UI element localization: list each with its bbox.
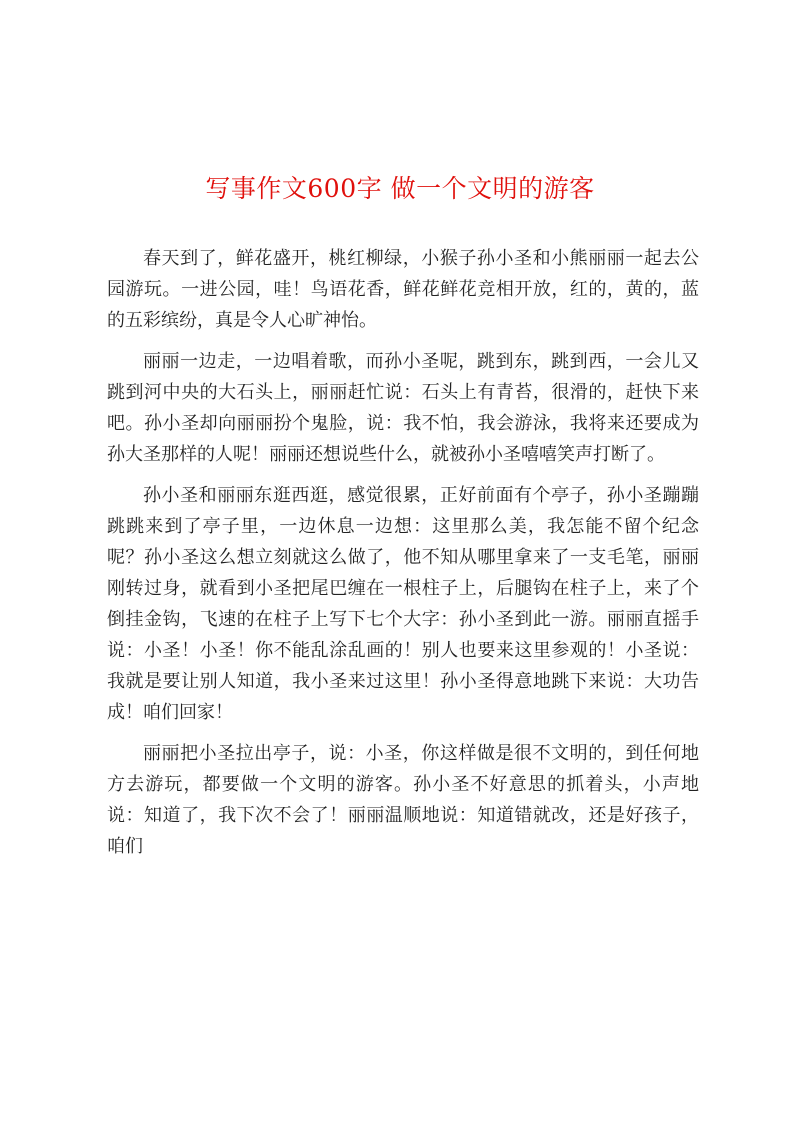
- paragraph-4: 丽丽把小圣拉出亭子，说：小圣，你这样做是很不文明的，到任何地方去游玩，都要做一个文明的游客。孙小圣不好意思的抓着头，小声地说：知道了，我下次不会了！丽丽温顺地说：知道错就改，还是好孩子，咱们: [107, 743, 699, 857]
- paragraph-2: 丽丽一边走，一边唱着歌，而孙小圣呢，跳到东，跳到西，一会儿又跳到河中央的大石头上，丽丽赶忙说：石头上有青苔，很滑的，赶快下来吧。孙小圣却向丽丽扮个鬼脸，说：我不怕，我会游泳，我将来还要成为孙大圣那样的人呢！丽丽还想说些什么，就被孙小圣嘻嘻笑声打断了。: [107, 351, 699, 465]
- document-body: [107, 243, 699, 872]
- paragraph-3: 孙小圣和丽丽东逛西逛，感觉很累，正好前面有个亭子，孙小圣蹦蹦跳跳来到了亭子里，一边休息一边想：这里那么美，我怎能不留个纪念呢？孙小圣这么想立刻就这么做了，他不知从哪里拿来了一支毛笔，丽丽刚转过身，就看到小圣把尾巴缠在一根柱子上，后腿钩在柱子上，来了个倒挂金钩，飞速的在柱子上写下七个大字：孙小圣到此一游。丽丽直摇手说：小圣！小圣！你不能乱涂乱画的！别人也要来这里参观的！小圣说：我就是要让别人知道，我小圣来过这里！孙小圣得意地跳下来说：大功告成！咱们回家！: [107, 485, 699, 723]
- document-title: 写事作文600字 做一个文明的游客: [205, 174, 595, 203]
- paragraph-1: 春天到了，鲜花盛开，桃红柳绿，小猴子孙小圣和小熊丽丽一起去公园游玩。一进公园，哇！鸟语花香，鲜花鲜花竞相开放，红的，黄的，蓝的五彩缤纷，真是令人心旷神怡。: [107, 248, 699, 331]
